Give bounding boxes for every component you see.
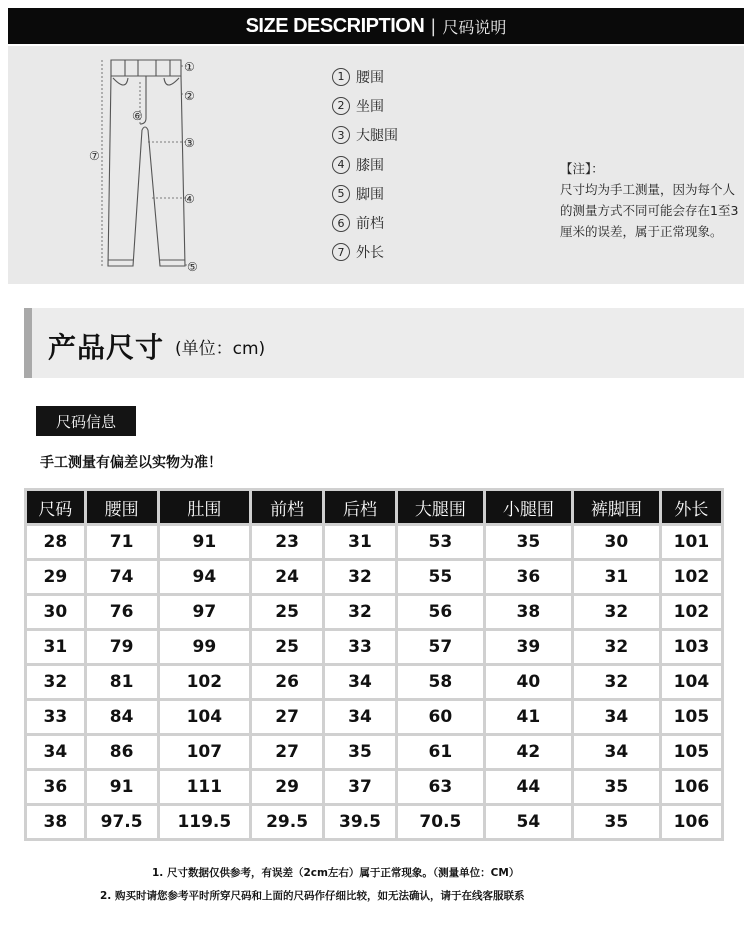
table-cell: 37 — [325, 771, 395, 803]
table-header-row — [27, 491, 721, 523]
table-cell: 35 — [486, 526, 571, 558]
legend-number: 6 — [332, 214, 350, 232]
table-cell: 32 — [325, 596, 395, 628]
legend-item-front-rise — [332, 208, 462, 237]
table-cell: 81 — [87, 666, 157, 698]
table-cell: 102 — [160, 666, 250, 698]
pants-diagram — [80, 52, 220, 278]
table-cell: 55 — [398, 561, 483, 593]
table-cell: 38 — [27, 806, 84, 838]
table-cell: 32 — [574, 666, 659, 698]
table-row — [27, 771, 721, 803]
size-table — [24, 488, 724, 841]
legend-number: 4 — [332, 156, 350, 174]
table-cell: 76 — [87, 596, 157, 628]
title-accent-bar — [24, 308, 32, 378]
table-cell: 31 — [27, 631, 84, 663]
table-cell: 53 — [398, 526, 483, 558]
footnote-2: 2. 购买时请您参考平时所穿尺码和上面的尺码作仔细比较，如无法确认，请于在线客服联系 — [100, 890, 525, 902]
table-cell: 27 — [252, 736, 322, 768]
table-cell: 91 — [87, 771, 157, 803]
table-cell: 34 — [27, 736, 84, 768]
table-cell: 30 — [27, 596, 84, 628]
legend-item-leg-opening — [332, 179, 462, 208]
legend-label: 膝围 — [356, 157, 384, 174]
diagram-marker-4: ④ — [184, 192, 195, 206]
table-cell: 24 — [252, 561, 322, 593]
legend-label: 坐围 — [356, 98, 384, 115]
table-cell: 32 — [574, 631, 659, 663]
table-cell: 34 — [574, 701, 659, 733]
legend-item-thigh — [332, 121, 462, 150]
header-separator: | — [430, 15, 437, 37]
table-row — [27, 561, 721, 593]
table-cell: 86 — [87, 736, 157, 768]
header-title-en: SIZE DESCRIPTION — [245, 14, 425, 37]
header-title-cn: 尺码说明 — [442, 17, 507, 37]
table-cell: 105 — [662, 701, 721, 733]
table-row — [27, 596, 721, 628]
table-cell: 29.5 — [252, 806, 322, 838]
table-cell: 31 — [574, 561, 659, 593]
table-cell: 32 — [325, 561, 395, 593]
table-cell: 32 — [574, 596, 659, 628]
column-header: 后档 — [325, 491, 395, 523]
column-header: 前档 — [252, 491, 322, 523]
table-row — [27, 666, 721, 698]
table-cell: 29 — [27, 561, 84, 593]
legend-number: 5 — [332, 185, 350, 203]
table-cell: 31 — [325, 526, 395, 558]
diagram-marker-3: ③ — [184, 136, 195, 150]
table-cell: 36 — [486, 561, 571, 593]
table-cell: 97 — [160, 596, 250, 628]
table-cell: 33 — [27, 701, 84, 733]
legend-number: 2 — [332, 97, 350, 115]
table-cell: 104 — [662, 666, 721, 698]
table-cell: 40 — [486, 666, 571, 698]
table-cell: 94 — [160, 561, 250, 593]
table-cell: 70.5 — [398, 806, 483, 838]
diagram-marker-1: ① — [184, 60, 195, 74]
diagram-marker-6: ⑥ — [132, 109, 143, 123]
column-header: 外长 — [662, 491, 721, 523]
legend-number: 7 — [332, 243, 350, 261]
table-cell: 84 — [87, 701, 157, 733]
legend-label: 腰围 — [356, 69, 384, 86]
table-cell: 61 — [398, 736, 483, 768]
size-info-tag: 尺码信息 — [36, 406, 136, 436]
legend-item-hip — [332, 91, 462, 120]
table-cell: 54 — [486, 806, 571, 838]
section-unit: (单位：cm) — [175, 339, 266, 359]
measurement-notice: 手工测量有偏差以实物为准！ — [40, 455, 222, 471]
table-cell: 119.5 — [160, 806, 250, 838]
legend-label: 大腿围 — [356, 128, 398, 145]
table-cell: 33 — [325, 631, 395, 663]
note-title: 【注】： — [560, 161, 604, 176]
table-row — [27, 806, 721, 838]
table-cell: 99 — [160, 631, 250, 663]
table-cell: 106 — [662, 806, 721, 838]
table-cell: 63 — [398, 771, 483, 803]
legend-label: 外长 — [356, 245, 384, 262]
table-cell: 41 — [486, 701, 571, 733]
table-row — [27, 526, 721, 558]
table-cell: 27 — [252, 701, 322, 733]
table-cell: 106 — [662, 771, 721, 803]
table-cell: 25 — [252, 596, 322, 628]
legend-label: 脚围 — [356, 186, 384, 203]
table-cell: 38 — [486, 596, 571, 628]
column-header: 肚围 — [160, 491, 250, 523]
table-cell: 34 — [325, 666, 395, 698]
table-cell: 35 — [325, 736, 395, 768]
table-cell: 74 — [87, 561, 157, 593]
column-header: 大腿围 — [398, 491, 483, 523]
table-cell: 103 — [662, 631, 721, 663]
table-cell: 35 — [574, 806, 659, 838]
column-header: 裤脚围 — [574, 491, 659, 523]
table-cell: 35 — [574, 771, 659, 803]
table-cell: 101 — [662, 526, 721, 558]
table-cell: 39 — [486, 631, 571, 663]
column-header: 尺码 — [27, 491, 84, 523]
legend-number: 1 — [332, 68, 350, 86]
table-cell: 34 — [574, 736, 659, 768]
table-cell: 102 — [662, 561, 721, 593]
measurement-note — [560, 158, 742, 242]
table-cell: 107 — [160, 736, 250, 768]
diagram-marker-2: ② — [184, 89, 195, 103]
table-cell: 29 — [252, 771, 322, 803]
table-cell: 26 — [252, 666, 322, 698]
column-header: 小腿围 — [486, 491, 571, 523]
size-description-header — [8, 8, 744, 44]
legend-label: 前档 — [356, 216, 384, 233]
section-title: 产品尺寸 — [48, 331, 165, 364]
table-cell: 104 — [160, 701, 250, 733]
footnote-1: 1. 尺寸数据仅供参考，有误差（2cm左右）属于正常现象。（测量单位：CM） — [152, 867, 520, 879]
legend-number: 3 — [332, 126, 350, 144]
table-cell: 58 — [398, 666, 483, 698]
table-cell: 60 — [398, 701, 483, 733]
note-text: 尺寸均为手工测量，因为每个人的测量方式不同可能会存在1至3厘米的误差，属于正常现象。 — [560, 182, 739, 239]
table-cell: 56 — [398, 596, 483, 628]
legend-item-waist — [332, 62, 462, 91]
table-cell: 57 — [398, 631, 483, 663]
column-header: 腰围 — [87, 491, 157, 523]
table-cell: 30 — [574, 526, 659, 558]
table-cell: 91 — [160, 526, 250, 558]
legend-item-knee — [332, 150, 462, 179]
table-cell: 44 — [486, 771, 571, 803]
table-cell: 34 — [325, 701, 395, 733]
table-cell: 28 — [27, 526, 84, 558]
measurement-legend — [332, 62, 462, 267]
table-cell: 102 — [662, 596, 721, 628]
table-row — [27, 631, 721, 663]
table-cell: 25 — [252, 631, 322, 663]
table-cell: 71 — [87, 526, 157, 558]
table-cell: 79 — [87, 631, 157, 663]
legend-item-outseam — [332, 238, 462, 267]
table-row — [27, 701, 721, 733]
table-cell: 32 — [27, 666, 84, 698]
table-body — [27, 526, 721, 838]
table-cell: 105 — [662, 736, 721, 768]
diagram-marker-5: ⑤ — [187, 260, 198, 274]
table-cell: 111 — [160, 771, 250, 803]
table-row — [27, 736, 721, 768]
table-cell: 23 — [252, 526, 322, 558]
table-cell: 97.5 — [87, 806, 157, 838]
table-cell: 36 — [27, 771, 84, 803]
table-cell: 42 — [486, 736, 571, 768]
diagram-marker-7: ⑦ — [89, 149, 100, 163]
table-cell: 39.5 — [325, 806, 395, 838]
